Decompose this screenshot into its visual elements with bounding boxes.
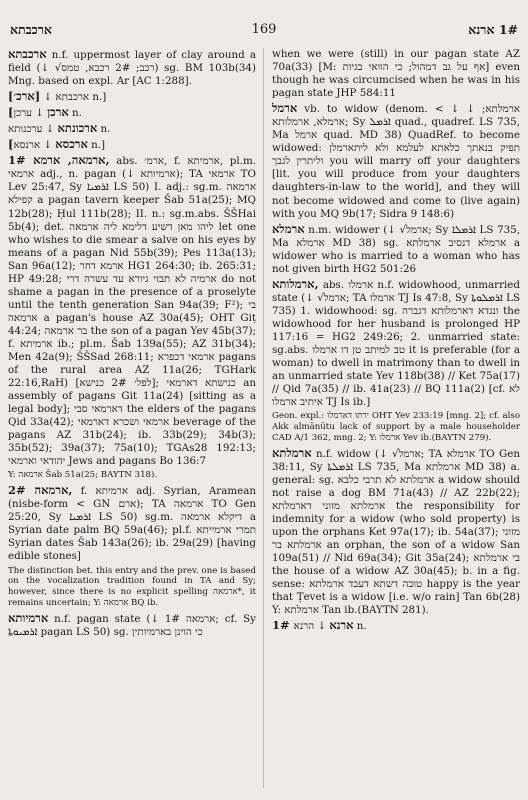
entry-note: [272, 411, 520, 443]
dictionary-entry: [8, 90, 256, 104]
headword: 1# ארנא: [272, 618, 354, 633]
note-text: Geon. expl.: ירתו דארמלו OHT Yev 233:19 [mng. 2]; cf. also Akk almānūtu lack of support by a male householder CAD A/1 362, mng. 2; Y: ארמלו Yev ib.(BAYTN 279).: [272, 411, 520, 443]
entry-text: ↓ ערכן n.: [13, 107, 82, 120]
entry-text: abs. ארמלו n.f. widowhood, unmarried state (↓ √ארמל; TA ארמלו TJ Is 47:8, Sy ܐܪܡܠܘܬܐ LS 735) 1. widowhood: sg. ונגדא דארמלותא דגברה the widowhood for her husband is prolonged HP 117:16 = HG2 249:26; 2. unmarried state: sg.abs. טב למיתב טן דו ארמלו it is preferable (for a woman) to dwell in matrimony than to dwell in an unmarried state Yev 118b(38) // Ket 75a(17) // Qid 7a(35) // ib. 41a(23) // BQ 111a(2) [cf. לא איתיב ארמלו TJ Is ib.]: [272, 278, 521, 409]
running-head-left: ארכבתא: [10, 22, 52, 37]
headword: 1# ארמאה, ארמא,: [8, 153, 110, 168]
headword: [ארכ׳]: [8, 89, 41, 104]
headword: 2# ארמאה,: [8, 483, 73, 498]
headword: ארכבתא: [8, 47, 47, 61]
dictionary-entry: [8, 122, 256, 136]
right-column: [272, 48, 520, 635]
dictionary-entry: [272, 223, 520, 276]
dictionary-entry: [8, 48, 256, 88]
entry-text: n.f. pagan state (↓ 1# ארמאה; cf. Sy ܐܪܡܝܘܬܐ pagan LS 50) sg. כי הוינן בארמיותין: [8, 612, 257, 638]
entry-text: ↓ ארכבתא n.]: [43, 91, 107, 104]
page-header: [0, 22, 528, 42]
note-text: The distinction bet. this entry and the prev. one is based on the vocalization tradition found in TA and Sy; however, since there is no explicit spelling ארמאה*, it remains uncertain; Y: ארמאה BQ ib.: [8, 565, 256, 608]
headword: ארכונתא: [57, 121, 98, 136]
entry-text: ↓ הרנא n.: [293, 620, 367, 633]
entry-text: n.m. widower (↓ √ארמל; Sy ܐܪܡܠܐ LS 735, Ma ארמלא MD 38) sg. ארמלא דנסיב ארמלתא a widower who is married to a woman who has not given birth HG2 501:26: [272, 223, 520, 275]
entry-text: n.f. widow (↓ √ארמל; TA ארמלא TO Gen 38:11, Sy ܐܪܡܠܬܐ LS 735, Ma ארמלתא MD 38) a. general: sg. ארמלתא לא תרבי כלבא a widow should not raise a dog BM 71a(43) // AZ 22b(22); ארמלתא מזוני דארמלתא the responsibility for indemnity for a widow (who sold property) is upon the orphans Ket 97a(17); ib. 54a(37); מזוני ארמלתא בר an orphan, the son of a widow San 109a(51) // Nid 69a(34); Git 35a(24); בי ארמלתא the house of a widow AZ 30a(45); b. in a fig. sense: טובה דשתא דעבד ארמלתא happy is the year that Ṭevet is a widow [i.e. w/o rain] Tan 6b(28) Y: ארמלתא Tan ib.(BAYTN 281).: [272, 447, 520, 617]
entry-text: n.f. uppermost layer of clay around a field (↓ √רכב; 2# רכבא, טמס) sg. BM 103b(34) Mng. based on expl. Ar [AC 1:288].: [8, 49, 257, 88]
entry-text: abs. ארמ׳, f. ארמיתא, pl.m. ארמאי adj., n. pagan (↓ ארמיותא); TA ארמאי TO Lev 25:47, Sy ܐܪܡܝܐ LS 50) I. adj.: sg.m. ארמאה קפילא a pagan tavern keeper Šab 51a(25); MQ 12b(28); Ḥul 111b(28); II. n.: sg.m.abs. ŠŠHai 5b(4); det. ליהו מאן דשיע דלימא ליה ארמאה let one who wishes to die smear a salve on his eyes by means of a pagan Nid 55b(39); Pes 113a(13); San 96a(12); ארמא דחר HG1 264:30; ib. 265:31; HP 49:28; ארמיה לא תבזי גיורא עד עשרה דרי do not shame a pagan in the presence of a proselyte until the tenth generation San 94a(39; F²); בי ארמאה a pagan's house AZ 30a(45); OHT Giṭ 44:24; בר ארמאה the son of a pagan Yev 45b(37); f. ארמיתא ib.; pl.m. Šab 139a(55); AZ 31b(34); Men 42a(9); ŠŠSad 268:11; ארמאי דכפרא pagans of the rural area AZ 11a(26; TGHark 22:16,RaH) [לפל׳ 2# כנישא]; כנישתא דארמאי an assembly of pagans Git 11a(24) [sitting as a legal body]; דארמאי סבי the elders of the pagans Qid 33a(42); ארמאי ושכרא דארמאי beverage of the pagans AZ 31b(24); ib. 33b(29); 34b(3); 35b(52); 39a(37); 75a(10); TGAs28 192:13; יהודאי וארמאי Jews and pagans Bo 136:7: [8, 155, 257, 468]
headword: ארמל: [272, 101, 298, 116]
entry-note: [8, 470, 256, 481]
dictionary-entry: [8, 138, 256, 152]
running-head-right: 1# ארנא: [468, 22, 518, 37]
dictionary-entry: [8, 612, 256, 639]
dictionary-entry: [272, 619, 520, 633]
dictionary-entry: [272, 48, 520, 100]
headword: ארמיותא: [8, 610, 49, 625]
dictionary-entry: [8, 106, 256, 120]
headword: ארמלתא: [272, 445, 312, 460]
entry-text: f. ארמיתא adj. Syrian, Aramean (nisbe-form < GN ארם); TA ארמאה TO Gen 25:20, Sy ܐܪܡܝܐ LS 50) sg.m. דיקלא ארמאה a Syrian date palm BQ 59a(46); pl.f. תמרי ארמייתא Syrian dates Šab 143a(26); ib. 29a(29) [having edible stones]: [8, 485, 256, 563]
note-text: Y: ארמאה Šab 51a(25; BAYTN 318).: [8, 470, 158, 481]
headword: ארמלותא,: [272, 276, 319, 291]
left-column: [8, 48, 256, 641]
headword: ארמלא: [272, 221, 305, 236]
entry-text: when we were (still) in our pagan state AZ 70a(33) [M: אף על גב דמהול; כי הוואי בגיות] even though he was circumcised when he was in his pagan state JHP 584:11: [272, 48, 520, 100]
headword: [ארכסא: [8, 137, 88, 152]
dictionary-entry: [8, 484, 256, 563]
dictionary-entry: [8, 154, 256, 468]
entry-text: ↓ ארנסא n.]: [13, 139, 106, 152]
dictionary-entry: [272, 447, 520, 618]
dictionary-entry: [272, 102, 520, 220]
entry-text: ↓ ערכנותא n.: [8, 123, 111, 136]
page-number: 169: [251, 22, 277, 37]
entry-text: vb. to widow (denom. < ↓ ארמלתא; ↓ ארמלא, ארמלותא; Sy ܐܪܡܠ quad., quadref. LS 735, Ma ארמל quad. MD 38) QuadRef. to become widowed: תפיק בנאתך כלאתא לעלמא ולא ליתארמלן וליתרין לגבך you will marry off your daughters [lit. you will produce from your daughters daughters-in-law to the world], and they will not become widowed and come to (live again) with you MQ 9b(17; Sidra 9 148:6): [272, 103, 520, 220]
dictionary-entry: [272, 278, 520, 409]
entry-note: [8, 566, 256, 609]
headword: [ארכן: [8, 105, 69, 120]
column-divider: [263, 48, 264, 788]
